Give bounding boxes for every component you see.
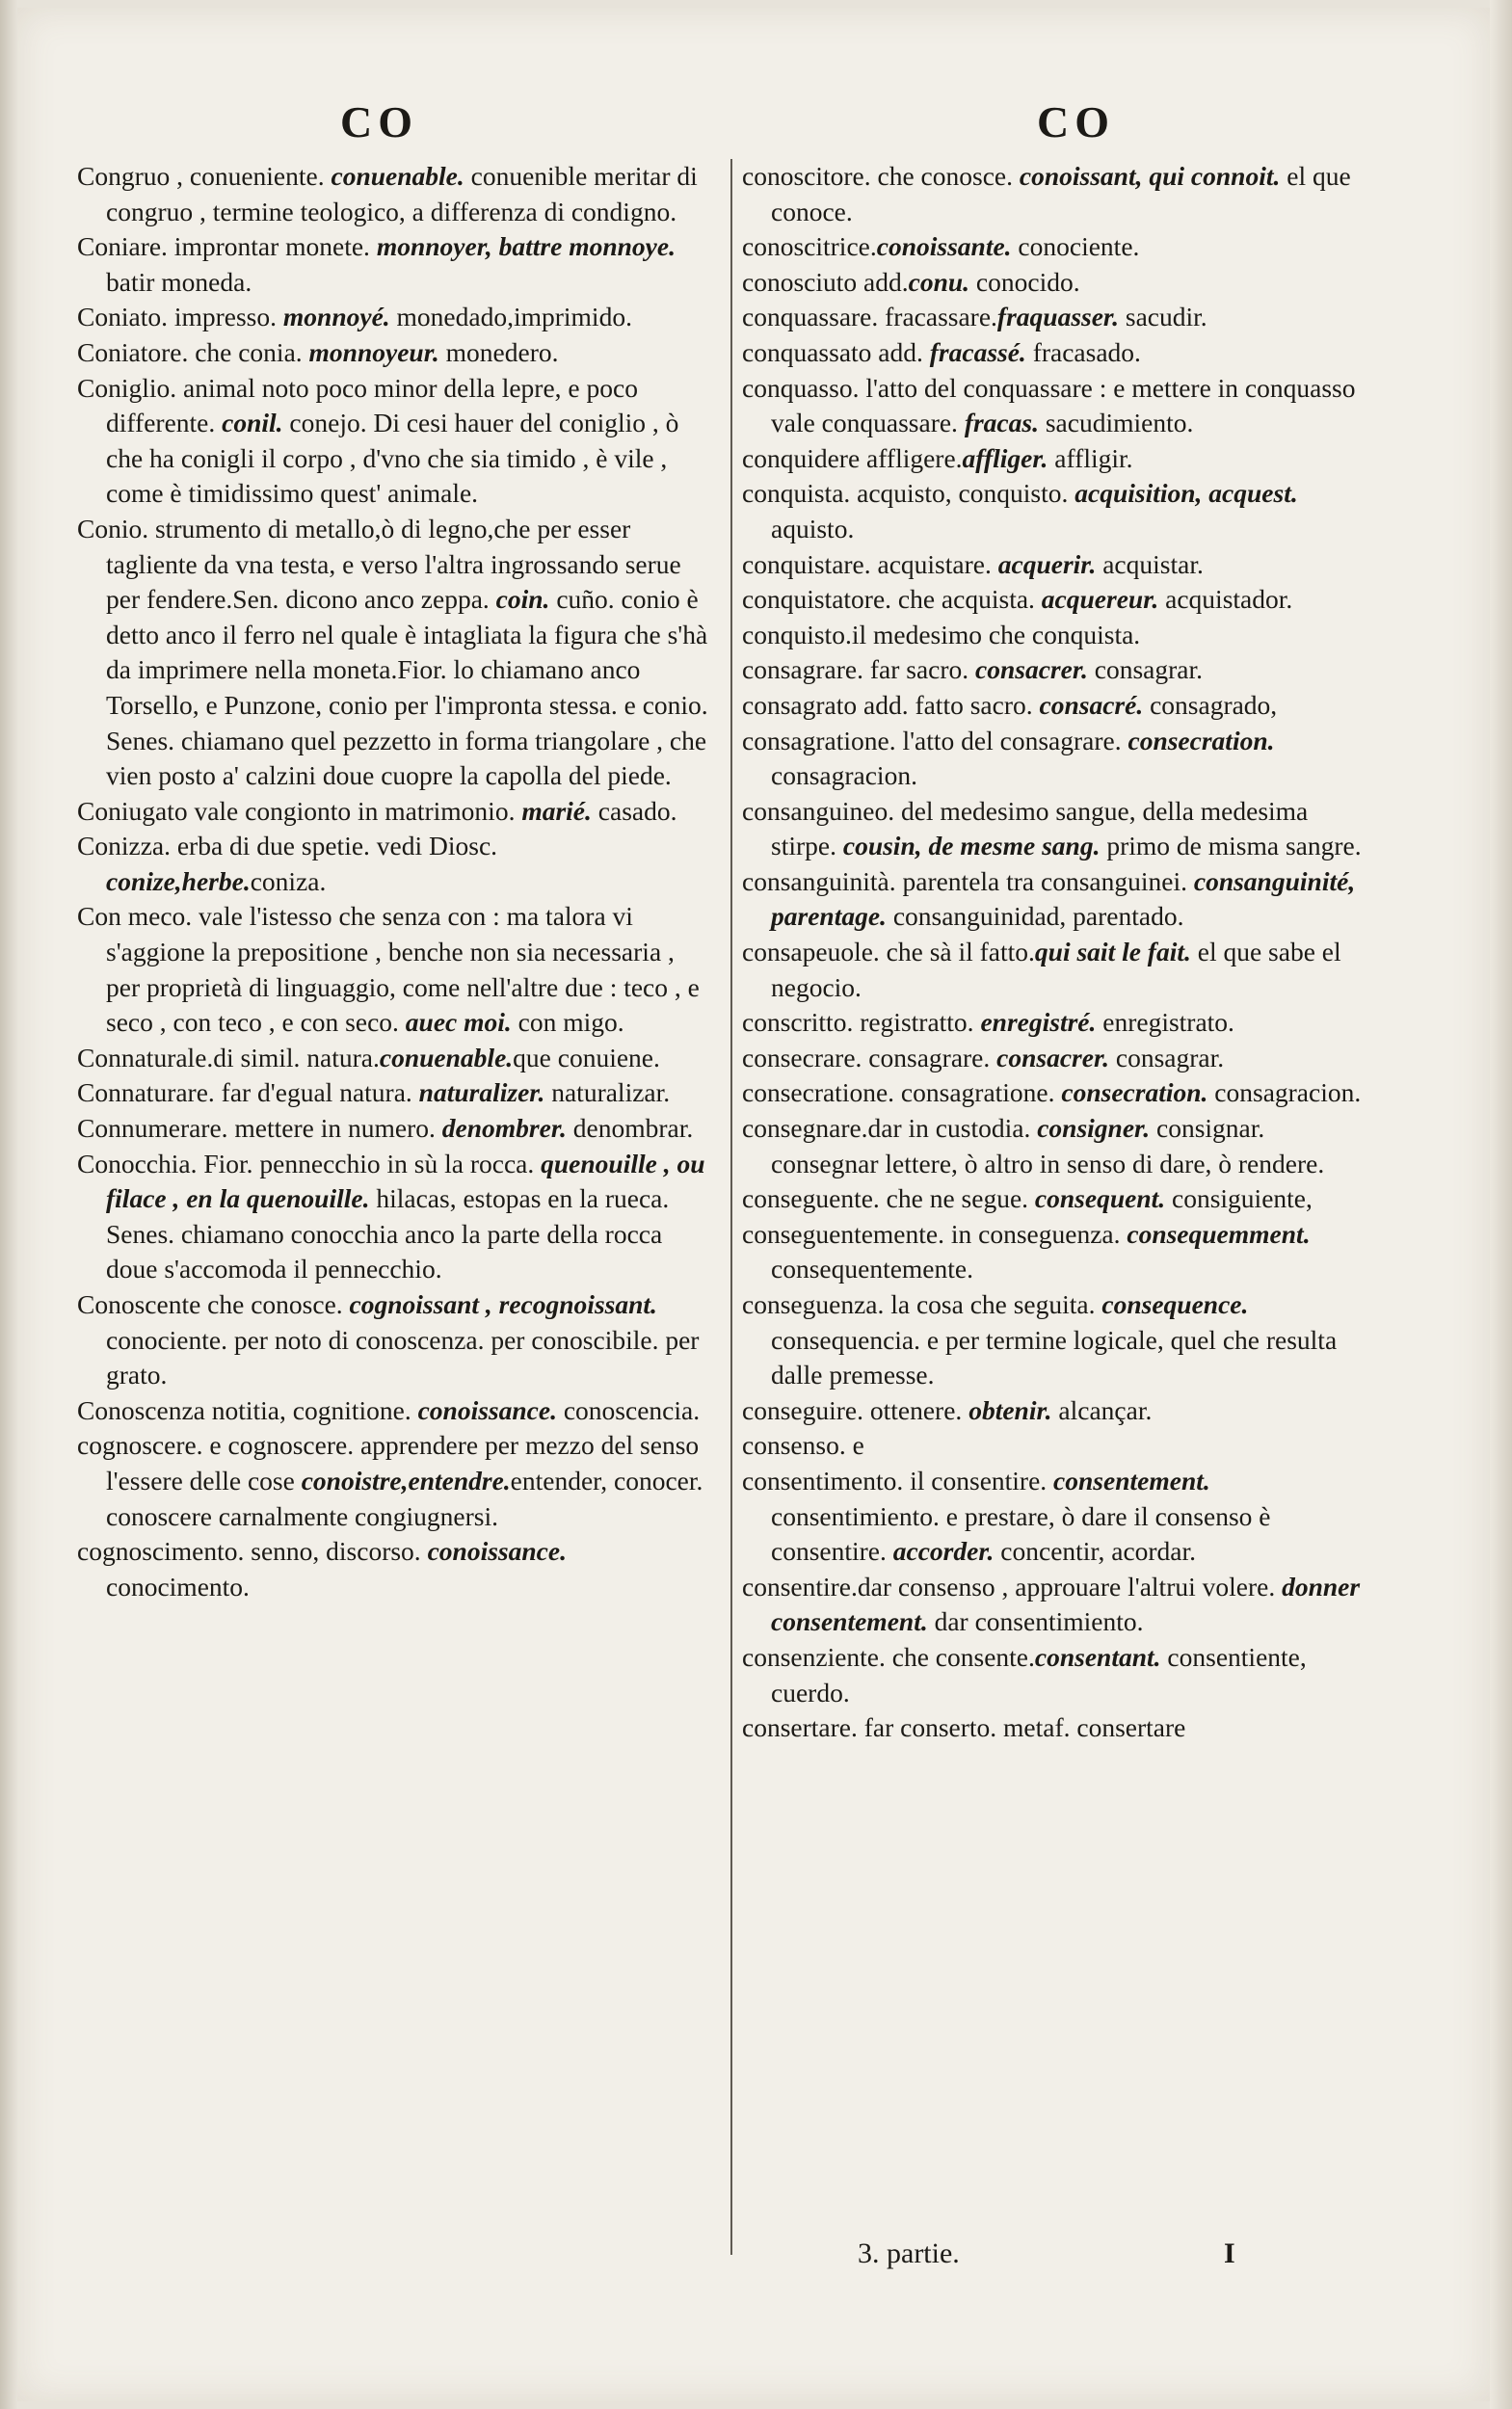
entry-french-equivalent: acquereur. [1041,584,1159,615]
entry-french-equivalent: consacrer. [975,654,1088,685]
running-head-right: CO [1037,97,1115,146]
dictionary-entry [77,1111,708,1147]
entry-text: sacudir. [1119,302,1207,332]
entry-text: monedado,imprimido. [389,302,632,332]
dictionary-entry [77,1287,708,1393]
entry-text: conocido. [969,266,1080,297]
entry-french-equivalent: enregistré. [980,1007,1097,1038]
entry-french-equivalent: marié. [521,795,592,826]
entry-text: el que conoce. [771,161,1351,226]
entry-text: consecrare. consagrare. [742,1042,997,1072]
entry-text: consequentemente. [771,1254,973,1284]
entry-french-equivalent: cognoissant , recognoissant. [349,1289,657,1319]
dictionary-entry [77,1075,708,1111]
dictionary-entry [77,335,708,371]
entry-text: consagrare. far sacro. [742,654,976,685]
entry-text: Connaturale.di simil. natura. [77,1042,380,1072]
entry-text: casado. [591,795,677,826]
entry-text: consertare. far conserto. metaf. consertare [742,1712,1186,1743]
entry-french-equivalent: consigner. [1037,1113,1151,1144]
entry-text: consagratione. l'atto del consagrare. [742,725,1128,755]
entry-text: el que sabe el negocio. [771,937,1341,1002]
entry-text: conseguentemente. in conseguenza. [742,1218,1127,1249]
entry-text: primo de misma sangre. [1100,831,1362,861]
entry-text: denombrar. [566,1113,694,1144]
entry-text: entender, conocer. conoscere carnalmente congiugnersi. [106,1465,703,1531]
dictionary-entry [742,1710,1373,1746]
dictionary-entry [742,229,1373,265]
entry-french-equivalent: conoissant, qui connoit. [1019,161,1281,191]
dictionary-entry [77,794,708,830]
entry-text: dar consentimiento. [927,1606,1144,1637]
entry-french-equivalent: fracas. [964,408,1039,438]
entry-text: batir moneda. [106,266,252,297]
dictionary-entry [77,159,708,229]
dictionary-entry [742,1217,1373,1287]
dictionary-entry [77,1428,708,1534]
entry-text: consentimento. il consentire. [742,1465,1054,1496]
entry-french-equivalent: qui sait le fait. [1034,937,1191,967]
dictionary-entry [742,547,1373,583]
entry-text: conosciuto add. [742,266,909,297]
entry-text: conejo. Di cesi hauer del coniglio , ò che ha conigli il corpo , d'vno che sia timido , è vile , come è timidissimo quest' animale. [106,408,679,509]
entry-text: sacudimiento. [1038,408,1194,438]
entry-french-equivalent: fraquasser. [996,302,1119,332]
left-column [77,159,708,1604]
entry-text: consanguinidad, parentado. [886,901,1184,932]
right-column [742,159,1373,1746]
entry-text: consentire.dar consenso , approuare l'altrui volere. [742,1571,1283,1602]
entry-french-equivalent: monnoyeur. [308,336,439,367]
dictionary-entry [77,1147,708,1287]
entry-text: conquistare. acquistare. [742,548,998,579]
entry-french-equivalent: consanguinité, parentage. [771,865,1356,932]
entry-text: conoscitrice. [742,231,877,262]
entry-text: Coniatore. che conia. [77,336,309,367]
dictionary-entry [742,265,1373,301]
entry-text: aquisto. [771,513,855,543]
entry-text: Coniugato vale congionto in matrimonio. [77,795,522,826]
dictionary-entry [77,1534,708,1604]
dictionary-entry [77,371,708,512]
dictionary-entry [742,1005,1373,1041]
entry-text: consecratione. consagratione. [742,1077,1062,1108]
entry-french-equivalent: coin. [495,584,550,615]
dictionary-entry [742,1041,1373,1076]
entry-text: Conizza. erba di due spetie. vedi Diosc. [77,831,498,861]
page-edge-left [0,0,17,2409]
entry-french-equivalent: consequent. [1034,1183,1166,1214]
dictionary-entry [742,1287,1373,1393]
entry-text: coniza. [250,865,327,896]
entry-french-equivalent: consacré. [1039,689,1144,720]
entry-text: conoscencia. [556,1394,701,1425]
entry-french-equivalent: conoissante. [876,231,1012,262]
entry-french-equivalent: conil. [222,408,283,438]
entry-text: consenso. e [742,1430,864,1461]
dictionary-entry [742,1570,1373,1640]
entry-text: consentimiento. e prestare, ò dare il consenso è consentire. [771,1500,1271,1567]
entry-text: enregistrato. [1096,1007,1234,1038]
entry-text: consagracion. [771,760,917,791]
entry-french-equivalent: denombrer. [441,1113,567,1144]
entry-text: consentiente, cuerdo. [771,1641,1307,1707]
signature-mark: 3. partie. [858,2237,960,2269]
entry-text: conquassare. fracassare. [742,302,997,332]
dictionary-entry [742,300,1373,335]
entry-french-equivalent: consecration. [1061,1077,1208,1108]
entry-text: consanguineo. del medesimo sangue, della medesima stirpe. [742,795,1309,861]
entry-french-equivalent: consequemment. [1127,1218,1311,1249]
dictionary-entry [742,476,1373,546]
entry-text: consequencia. e per termine logicale, quel che resulta dalle premesse. [771,1324,1338,1390]
entry-text: que conuiene. [513,1042,660,1072]
entry-text: cuño. conio è detto anco il ferro nel quale è intagliata la figura che s'hà da imprimere nella moneta.Fior. lo chiamano anco Torsello, e Punzone, conio per l'impronta stessa. e conio. Senes. chiamano quel pezzetto in forma triangolare , che vien posto a' calzini doue cuopre la capolla del piede. [106,584,708,791]
entry-french-equivalent: consacrer. [996,1042,1110,1072]
entry-french-equivalent: conuenable. [331,161,464,191]
entry-french-equivalent: conuenable. [379,1042,514,1072]
entry-text: conoscitore. che conosce. [742,161,1020,191]
entry-text: affligir. [1048,442,1133,473]
running-head-left: CO [340,97,418,146]
dictionary-entry [77,829,708,899]
entry-text: alcançar. [1051,1394,1153,1425]
entry-text: Conoscenza notitia, cognitione. [77,1394,418,1425]
entry-text: Conoscente che conosce. [77,1289,350,1319]
entry-text: con migo. [511,1007,624,1038]
dictionary-entry [742,1393,1373,1429]
entry-text: consagrato add. fatto sacro. [742,689,1040,720]
entry-text: consagrado, [1143,689,1278,720]
dictionary-entry [742,1640,1373,1710]
entry-french-equivalent: affliger. [962,442,1048,473]
entry-french-equivalent: monnoyer, battre monnoye. [376,231,676,262]
entry-french-equivalent: quenouille , ou filace , en la quenouille. [106,1148,705,1214]
column-divider [730,159,732,2255]
dictionary-entry [742,1075,1373,1111]
entry-text: consenziente. che consente. [742,1641,1035,1672]
entry-text: conquistatore. che acquista. [742,584,1042,615]
dictionary-entry [742,864,1373,935]
entry-text: conquista. acquisto, conquisto. [742,478,1075,509]
dictionary-entry [77,1393,708,1429]
dictionary-entry [742,1111,1373,1181]
dictionary-entry [742,935,1373,1005]
dictionary-entry [742,688,1373,724]
page-edge-right [1490,0,1512,2409]
entry-text: conociente. per noto di conoscenza. per conoscibile. per grato. [106,1324,700,1390]
entry-french-equivalent: conoissance. [417,1394,557,1425]
entry-text: conscritto. registratto. [742,1007,981,1038]
entry-text: fracasado. [1025,336,1141,367]
entry-french-equivalent: conu. [908,266,970,297]
entry-french-equivalent: consequence. [1101,1289,1249,1319]
dictionary-entry [77,1041,708,1076]
entry-french-equivalent: accorder. [892,1536,995,1567]
entry-text: consignar. consegnar lettere, ò altro in senso di dare, ò rendere. [771,1113,1325,1178]
dictionary-entry [742,371,1373,441]
entry-french-equivalent: donner consentement. [771,1571,1361,1637]
dictionary-entry [77,899,708,1040]
dictionary-entry [742,1181,1373,1217]
entry-french-equivalent: consentant. [1034,1641,1161,1672]
entry-text: consagrar. [1087,654,1204,685]
entry-text: Conocchia. Fior. pennecchio in sù la rocca. [77,1148,542,1178]
entry-text: consanguinità. parentela tra consanguinei. [742,865,1194,896]
entry-text: naturalizar. [544,1077,671,1108]
entry-french-equivalent: acquerir. [997,548,1097,579]
entry-french-equivalent: conize,herbe. [106,865,251,896]
entry-french-equivalent: monnoyé. [282,302,390,332]
entry-text: Conio. strumento di metallo,ò di legno,che per esser tagliente da vna testa, e verso l'altra ingrossando serue per fendere.Sen. dicono anco zeppa. [77,513,681,615]
entry-text: Coniare. improntar monete. [77,231,377,262]
dictionary-entry [742,724,1373,794]
entry-text: conseguenza. la cosa che seguita. [742,1289,1102,1319]
entry-french-equivalent: consecration. [1127,725,1275,755]
entry-french-equivalent: fracassé. [929,336,1026,367]
entry-text: consiguiente, [1165,1183,1313,1214]
entry-french-equivalent: conoissance. [427,1536,567,1567]
entry-french-equivalent: acquisition, acquest. [1074,478,1298,509]
entry-text: consagracion. [1207,1077,1362,1108]
dictionary-entry [742,794,1373,864]
entry-text: conquassato add. [742,336,930,367]
entry-text: acquistador. [1158,584,1293,615]
entry-text: conquisto.il medesimo che conquista. [742,619,1141,649]
dictionary-entry [742,618,1373,653]
entry-french-equivalent: auec moi. [405,1007,512,1038]
entry-text: conocimento. [106,1571,250,1602]
entry-text: hilacas, estopas en la rueca. Senes. chiamano conocchia anco la parte della rocca doue s'accomoda il pennecchio. [106,1183,670,1284]
dictionary-entry [742,335,1373,371]
entry-text: acquistar. [1096,548,1204,579]
dictionary-entry [77,300,708,335]
entry-french-equivalent: conoistre,entendre. [301,1465,511,1496]
entry-text: concentir, acordar. [994,1536,1197,1567]
entry-text: Coniglio. animal noto poco minor della lepre, e poco differente. [77,372,638,438]
entry-text: consegnare.dar in custodia. [742,1113,1038,1144]
entry-text: conseguente. che ne segue. [742,1183,1035,1214]
dictionary-entry [742,1428,1373,1464]
entry-french-equivalent: cousin, de mesme sang. [842,831,1101,861]
dictionary-entry [742,441,1373,477]
entry-french-equivalent: consentement. [1053,1465,1210,1496]
entry-text: Connaturare. far d'egual natura. [77,1077,419,1108]
entry-text: Con meco. vale l'istesso che senza con : ma talora vi s'aggione la prepositione , benche non sia necessaria , per proprietà di linguaggio, come nell'altre due : teco , e seco , con teco , e con seco. [77,901,700,1038]
dictionary-entry [742,159,1373,229]
entry-text: cognoscimento. senno, discorso. [77,1536,428,1567]
dictionary-entry [742,652,1373,688]
entry-text: monedero. [438,336,559,367]
entry-text: Congruo , conueniente. [77,161,332,191]
entry-text: conquidere affligere. [742,442,963,473]
entry-text: consagrar. [1109,1042,1225,1072]
entry-text: consapeuole. che sà il fatto. [742,937,1035,967]
entry-text: cognoscere. e cognoscere. apprendere per mezzo del senso l'essere delle cose [77,1430,700,1496]
entry-text: conseguire. ottenere. [742,1394,969,1425]
entry-text: conquasso. l'atto del conquassare : e mettere in conquasso vale conquassare. [742,372,1356,438]
entry-french-equivalent: obtenir. [968,1394,1052,1425]
entry-text: conociente. [1011,231,1140,262]
gathering-mark: I [1224,2237,1235,2269]
entry-text: Connumerare. mettere in numero. [77,1113,442,1144]
entry-french-equivalent: naturalizer. [418,1077,545,1108]
dictionary-entry [742,1464,1373,1570]
dictionary-entry [77,229,708,300]
entry-text: conuenible meritar di congruo , termine teologico, a differenza di condigno. [106,161,698,226]
dictionary-entry [77,512,708,794]
dictionary-entry [742,582,1373,618]
entry-text: Coniato. impresso. [77,302,283,332]
